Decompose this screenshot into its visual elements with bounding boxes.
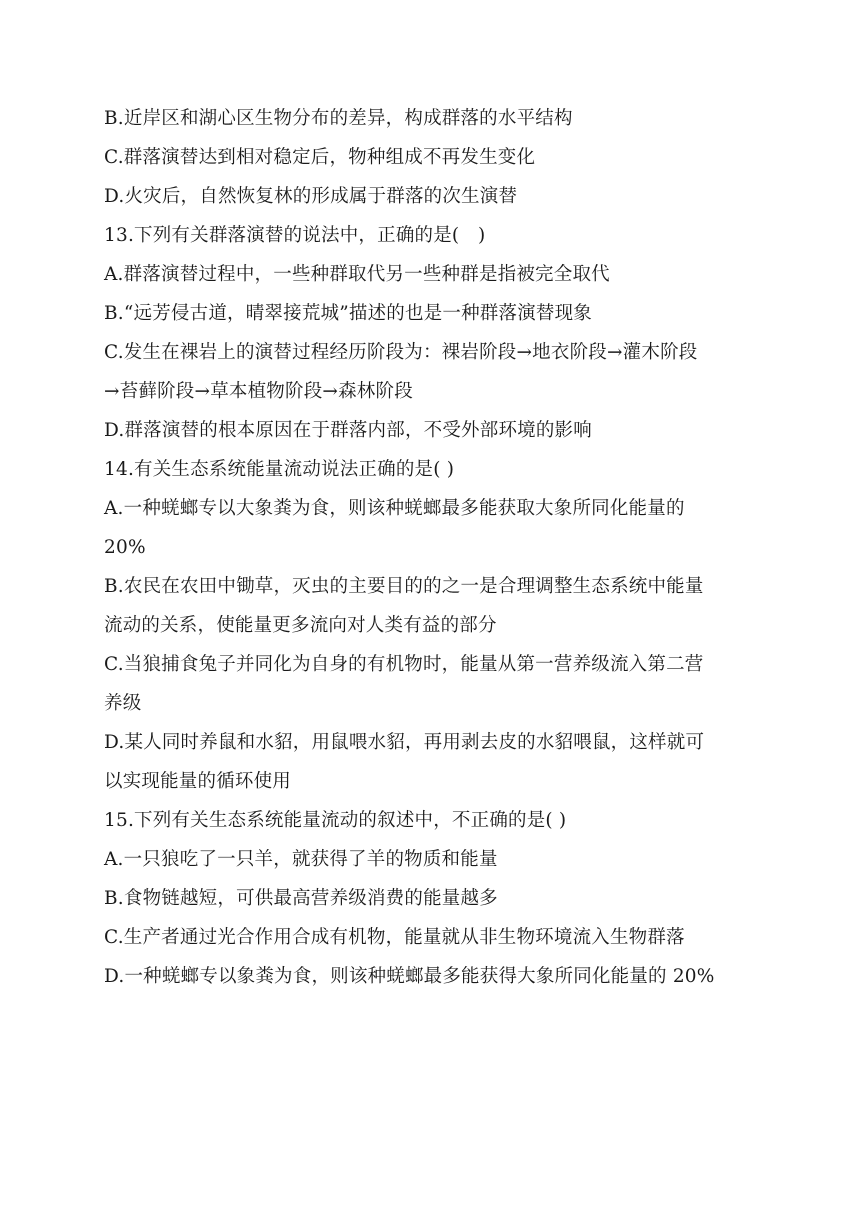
question-14-stem: 14.有关生态系统能量流动说法正确的是( ) <box>104 459 455 480</box>
question-15-option-c: C.生产者通过光合作用合成有机物，能量就从非生物环境流入生物群落 <box>104 927 685 948</box>
question-13-option-d: D.群落演替的根本原因在于群落内部，不受外部环境的影响 <box>104 420 592 441</box>
question-13-option-b: B.“远芳侵古道，晴翠接荒城”描述的也是一种群落演替现象 <box>104 303 592 324</box>
question-14-option-b-continued: 流动的关系，使能量更多流向对人类有益的部分 <box>104 615 497 636</box>
question-14-option-b: B.农民在农田中锄草，灭虫的主要目的的之一是合理调整生态系统中能量 <box>104 576 704 597</box>
question-15-option-b: B.食物链越短，可供最高营养级消费的能量越多 <box>104 888 498 909</box>
question-13-option-c-continued: →苔藓阶段→草本植物阶段→森林阶段 <box>104 381 413 402</box>
option-c-line: C.群落演替达到相对稳定后，物种组成不再发生变化 <box>104 147 536 168</box>
option-b-line: B.近岸区和湖心区生物分布的差异，构成群落的水平结构 <box>104 108 573 129</box>
question-13-stem: 13.下列有关群落演替的说法中，正确的是( ) <box>104 225 486 246</box>
question-13-option-c: C.发生在裸岩上的演替过程经历阶段为：裸岩阶段→地衣阶段→灌木阶段 <box>104 342 698 363</box>
question-14-option-a-continued: 20% <box>104 537 146 558</box>
question-15-option-a: A.一只狼吃了一只羊，就获得了羊的物质和能量 <box>104 849 498 870</box>
question-text-block <box>104 99 764 996</box>
question-15-stem: 15.下列有关生态系统能量流动的叙述中，不正确的是( ) <box>104 810 567 831</box>
question-14-option-c-continued: 养级 <box>104 693 142 714</box>
question-14-option-d-continued: 以实现能量的循环使用 <box>104 771 292 792</box>
question-15-option-d: D.一种蜣螂专以象粪为食，则该种蜣螂最多能获得大象所同化能量的 20% <box>104 966 715 987</box>
question-14-option-d: D.某人同时养鼠和水貂，用鼠喂水貂，再用剥去皮的水貂喂鼠，这样就可 <box>104 732 705 753</box>
option-d-line: D.火灾后，自然恢复林的形成属于群落的次生演替 <box>104 186 518 207</box>
question-14-option-c: C.当狼捕食兔子并同化为自身的有机物时，能量从第一营养级流入第二营 <box>104 654 704 675</box>
question-13-option-a: A.群落演替过程中，一些种群取代另一些种群是指被完全取代 <box>104 264 610 285</box>
question-14-option-a: A.一种蜣螂专以大象粪为食，则该种蜣螂最多能获取大象所同化能量的 <box>104 498 685 519</box>
